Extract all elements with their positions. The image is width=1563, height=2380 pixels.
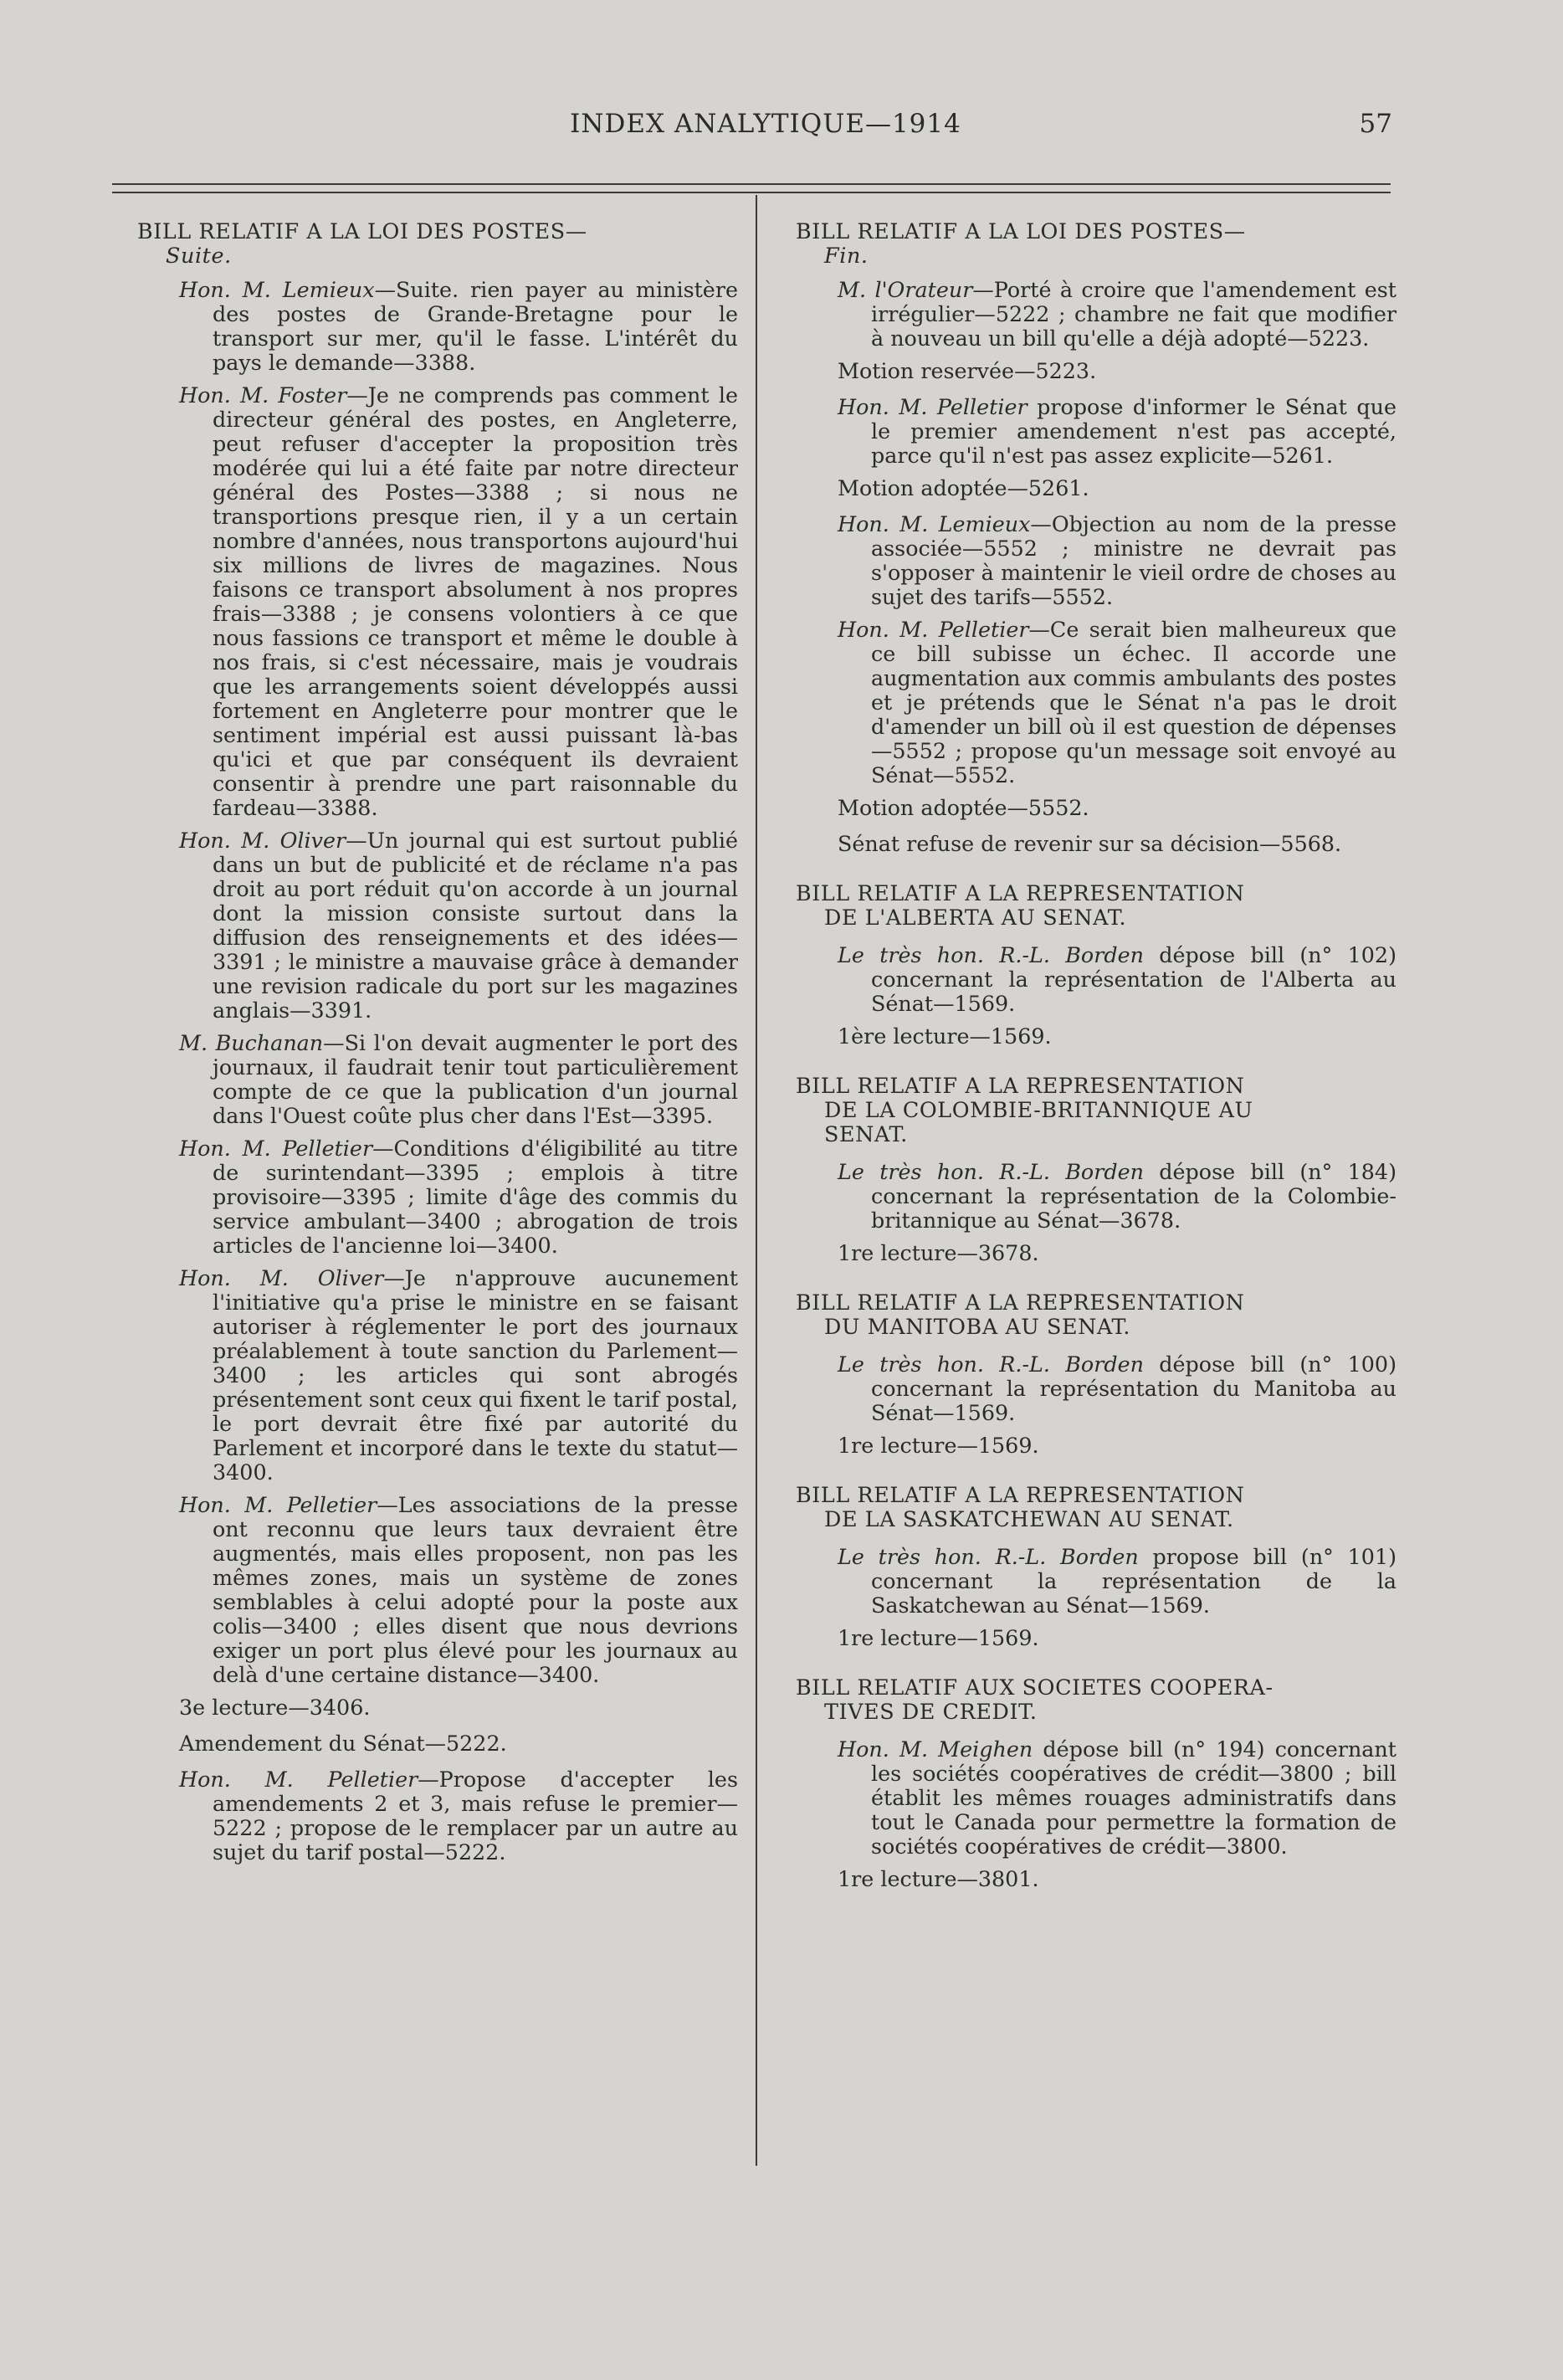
entry-text: —Je ne comprends pas comment le directeur général des postes, en Angleterre, peut refuser d'accepter la proposition très modérée qui lui a été faite par notre directeur général des Postes—3388 ; si nous ne transportions presque rien, il y a un certain nombre d'années, nous transportons aujourd'hui six millions de livres de magazines. Nous faisons ce transport absolument à nos propres frais—3388 ; je consens volontiers à ce que nous fassions ce transport et même le double à nos frais, si c'est nécessaire, mais je voudrais que les arrangements soient développés aussi fortement en Angleterre pour montrer que le sentiment impérial est aussi puissant là-bas qu'ici et que par conséquent ils devraient consentir à prendre une part raisonnable du fardeau—3388. [213, 382, 738, 820]
heading-continuation: DE L'ALBERTA AU SENAT. [824, 905, 1127, 930]
motion-note: Motion adoptée—5552. [838, 795, 1089, 820]
amendment-note: Amendement du Sénat—5222. [179, 1731, 507, 1756]
entry-text: —Objection au nom de la presse associée—5552 ; ministre ne devrait pas s'opposer à maintenir le vieil ordre de choses au sujet des tarifs—5552. [871, 511, 1396, 609]
speaker-name: Hon. M. Pelletier [179, 1136, 373, 1161]
senate-note: Sénat refuse de revenir sur sa décision—5568. [838, 831, 1342, 856]
index-entry [796, 395, 1396, 468]
speaker-name: Hon. M. Pelletier [838, 617, 1029, 642]
entry-text: —Les associations de la presse ont reconnu que leurs taux devraient être augmentés, mais elles proposent, non pas les mêmes zones, mais un système de zones semblables à celui adopté pour la poste aux colis—3400 ; elles disent que nous devrions exiger un port plus élevé pour les journaux au delà d'une certaine distance—3400. [213, 1492, 738, 1687]
heading-text: BILL RELATIF A LA REPRESENTATION [796, 880, 1245, 905]
heading-continuation: SENAT. [824, 1121, 908, 1146]
index-entry [137, 1136, 738, 1258]
entry-text: —Ce serait bien malheureux que ce bill subisse un échec. Il accorde une augmentation aux commis ambulants des postes et je prétends que le Sénat n'a pas le droit d'amender un bill où il est question de dépenses—5552 ; propose qu'un message soit envoyé au Sénat—5552. [871, 617, 1396, 787]
header-rule-bottom [112, 192, 1391, 193]
section-heading [796, 1290, 1396, 1339]
speaker-name: Le très hon. R.-L. Borden [838, 1544, 1139, 1569]
speaker-name: Hon. M. Pelletier [179, 1492, 377, 1517]
entry-text: —Porté à croire que l'amendement est irrégulier—5222 ; chambre ne fait que modifier à nouveau un bill qu'elle a déjà adopté—5223. [871, 277, 1396, 351]
entry-text: —Propose d'accepter les amendements 2 et 3, mais refuse le premier—5222 ; propose de le remplacer par un autre au sujet du tarif postal—5222. [213, 1767, 738, 1865]
speaker-name: Hon. M. Meighen [838, 1736, 1033, 1762]
index-entry [796, 512, 1396, 609]
index-entry [137, 828, 738, 1023]
reading-note: 1re lecture—1569. [838, 1433, 1039, 1458]
heading-continuation: DU MANITOBA AU SENAT. [824, 1314, 1130, 1339]
speaker-name: Le très hon. R.-L. Borden [838, 1352, 1144, 1377]
entry-text: —Suite. rien payer au ministère des postes de Grande-Bretagne pour le transport sur mer, qu'il le fasse. L'intérêt du pays le demande—3388. [213, 277, 738, 375]
entry-text: dépose bill (n° 102) concernant la représentation de l'Alberta au Sénat—1569. [871, 942, 1396, 1016]
heading-continuation: Suite. [166, 243, 232, 268]
index-entry [796, 618, 1396, 787]
index-entry [137, 1767, 738, 1865]
index-entry [796, 278, 1396, 351]
heading-text: BILL RELATIF A LA REPRESENTATION [796, 1482, 1245, 1507]
section-heading [137, 219, 738, 268]
index-entry [796, 1160, 1396, 1233]
reading-note: 1re lecture—3678. [838, 1240, 1039, 1265]
index-entry [137, 1493, 738, 1687]
heading-text: BILL RELATIF A LA REPRESENTATION [796, 1290, 1245, 1315]
index-entry [796, 1352, 1396, 1425]
entry-text: dépose bill (n° 184) concernant la représentation de la Colombie-britannique au Sénat—3678. [871, 1159, 1396, 1233]
speaker-name: Hon. M. Lemieux [838, 511, 1031, 536]
reading-note: 1re lecture—3801. [838, 1866, 1039, 1891]
speaker-name: Hon. M. Pelletier [179, 1767, 418, 1792]
heading-text: BILL RELATIF AUX SOCIETES COOPERA- [796, 1675, 1273, 1700]
entry-text: propose d'informer le Sénat que le premier amendement n'est pas accepté, parce qu'il n'est pas assez explicite—5261. [871, 394, 1396, 468]
left-column [137, 219, 738, 1873]
section-heading [796, 219, 1396, 268]
entry-text: —Conditions d'éligibilité au titre de surintendant—3395 ; emplois à titre provisoire—3395 ; limite d'âge des commis du service ambulant—3400 ; abrogation de trois articles de l'ancienne loi—3400. [213, 1136, 738, 1258]
speaker-name: M. l'Orateur [838, 277, 973, 302]
section-heading [796, 1675, 1396, 1724]
heading-continuation: Fin. [824, 243, 869, 268]
speaker-name: Le très hon. R.-L. Borden [838, 1159, 1144, 1184]
entry-text: —Si l'on devait augmenter le port des journaux, il faudrait tenir tout particulièrement compte de ce que la publication d'un journal dans l'Ouest coûte plus cher dans l'Est—3395. [213, 1030, 738, 1128]
entry-text: dépose bill (n° 194) concernant les sociétés coopératives de crédit—3800 ; bill établit les mêmes rouages administratifs dans tout le Canada pour permettre la formation de sociétés coopératives de crédit—3800. [871, 1736, 1396, 1859]
section-heading [796, 1483, 1396, 1531]
index-entry [796, 1545, 1396, 1618]
speaker-name: M. Buchanan [179, 1030, 324, 1055]
index-entry [137, 278, 738, 375]
motion-note: Motion reservée—5223. [838, 358, 1097, 383]
speaker-name: Hon. M. Pelletier [838, 394, 1027, 419]
heading-text: BILL RELATIF A LA LOI DES POSTES— [137, 218, 587, 244]
index-entry [137, 1266, 738, 1485]
speaker-name: Hon. M. Oliver [179, 828, 346, 853]
page-title: INDEX ANALYTIQUE—1914 [570, 109, 961, 139]
motion-note: Motion adoptée—5261. [838, 475, 1089, 500]
heading-continuation: DE LA SASKATCHEWAN AU SENAT. [824, 1506, 1234, 1531]
section-heading [796, 1074, 1396, 1146]
header-rule-top [112, 183, 1391, 185]
entry-text: —Un journal qui est surtout publié dans un but de publicité et de réclame n'a pas droit au port réduit qu'on accorde à un journal dont la mission consiste surtout dans la diffusion des renseignements et des idées—3391 ; le ministre a mauvaise grâce à demander une revision radicale du port sur les magazines anglais—3391. [213, 828, 738, 1023]
speaker-name: Hon. M. Lemieux [179, 277, 375, 302]
heading-text: BILL RELATIF A LA LOI DES POSTES— [796, 218, 1246, 244]
page-number: 57 [1359, 109, 1392, 139]
page-header [134, 109, 1397, 151]
reading-note: 3e lecture—3406. [179, 1695, 371, 1720]
speaker-name: Hon. M. Oliver [179, 1265, 384, 1290]
reading-note: 1ère lecture—1569. [838, 1023, 1052, 1049]
heading-continuation: DE LA COLOMBIE-BRITANNIQUE AU [824, 1097, 1253, 1122]
section-heading [796, 881, 1396, 930]
heading-text: BILL RELATIF A LA REPRESENTATION [796, 1073, 1245, 1098]
index-entry [796, 1737, 1396, 1859]
index-entry [137, 1031, 738, 1128]
index-entry [796, 943, 1396, 1016]
speaker-name: Le très hon. R.-L. Borden [838, 942, 1144, 967]
entry-text: —Je n'approuve aucunement l'initiative qu'a prise le ministre en se faisant autoriser à réglementer le port des journaux préalablement à toute sanction du Parlement—3400 ; les articles qui sont abrogés présentement sont ceux qui fixent le tarif postal, le port devrait être fixé par autorité du Parlement et incorporé dans le texte du statut—3400. [213, 1265, 738, 1485]
reading-note: 1re lecture—1569. [838, 1625, 1039, 1650]
heading-continuation: TIVES DE CREDIT. [824, 1699, 1038, 1724]
entry-text: propose bill (n° 101) concernant la représentation de la Saskatchewan au Sénat—1569. [871, 1544, 1397, 1618]
speaker-name: Hon. M. Foster [179, 382, 347, 408]
index-entry [137, 383, 738, 820]
column-divider [756, 195, 757, 2166]
right-column [796, 219, 1396, 1903]
entry-text: dépose bill (n° 100) concernant la représentation du Manitoba au Sénat—1569. [871, 1352, 1396, 1425]
